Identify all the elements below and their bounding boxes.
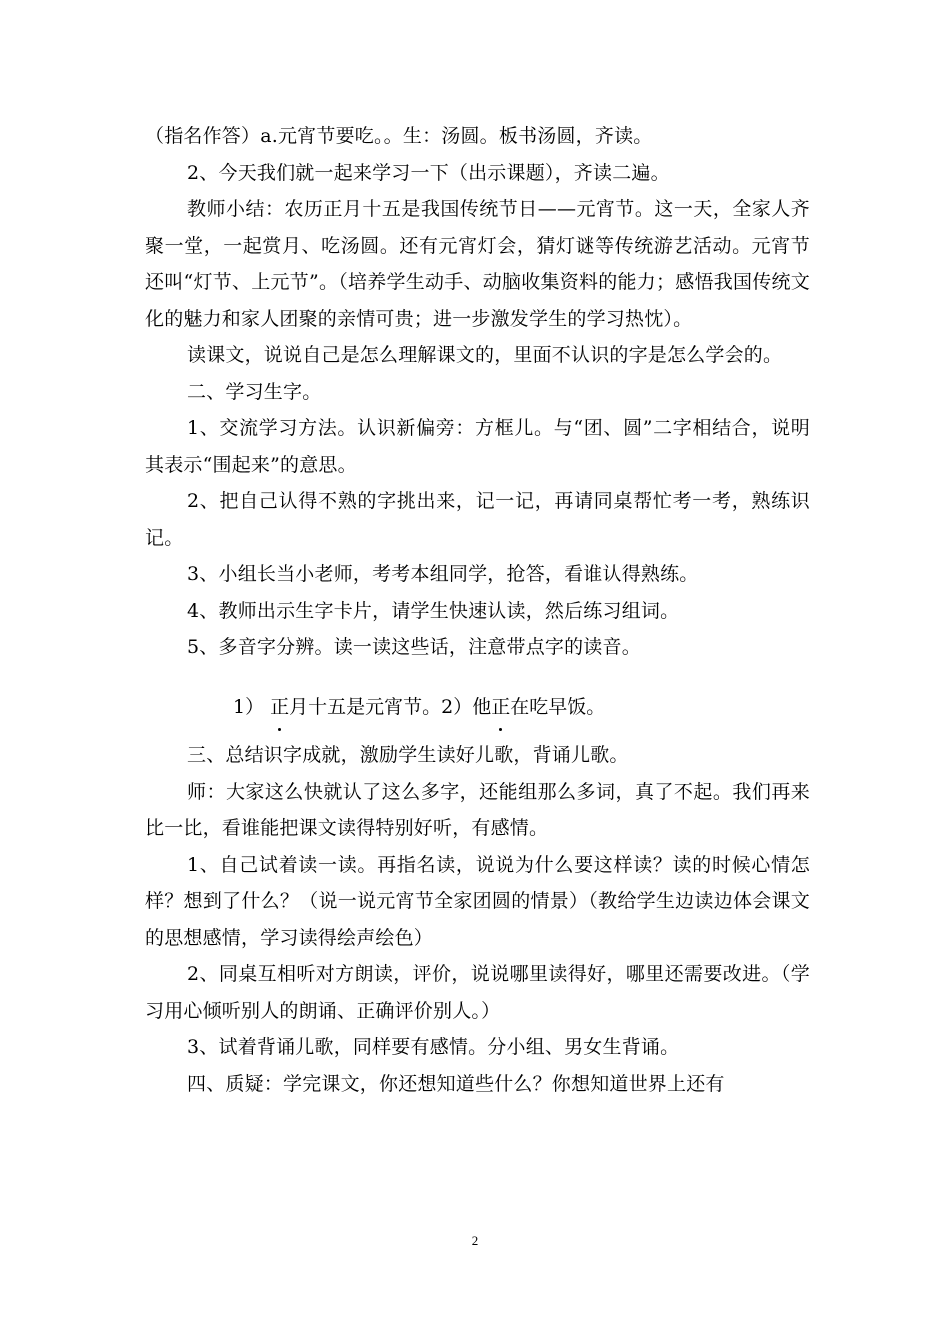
paragraph: 1、自己试着读一读。再指名读，说说为什么要这样读？读的时候心情怎样？想到了什么？（说一说元宵节全家团圆的情景）（教给学生边读边体会课文的思想感情，学习读得绘声绘色） [145,853,810,949]
dotted-character: 正 [491,689,510,726]
section-heading: 三、总结识字成就，激励学生读好儿歌，背诵儿歌。 [187,744,629,766]
paragraph: 四、质疑：学完课文，你还想知道些什么？你想知道世界上还有 [187,1072,725,1095]
page-number: 2 [471,1233,479,1248]
example-text: 月十五是元宵节。2）他 [289,695,492,718]
paragraph: 3、小组长当小老师，考考本组同学，抢答，看谁认得熟练。 [187,563,699,585]
section-heading: 二、学习生字。 [187,380,322,403]
document-body [145,118,810,1102]
example-text: 在吃早饭。 [510,695,606,718]
paragraph: 5、多音字分辨。读一读这些话，注意带点字的读音。 [187,636,641,658]
paragraph: 3、试着背诵儿歌，同样要有感情。分小组、男女生背诵。 [187,1036,680,1058]
example-prefix: 1） [233,695,271,718]
paragraph: 教师小结：农历正月十五是我国传统节日——元宵节。这一天，全家人齐聚一堂，一起赏月、吃汤圆。还有元宵灯会，猜灯谜等传统游艺活动。元宵节还叫“灯节、上元节”。（培养学生动手、动脑收集资料的能力；感悟我国传统文化的魅力和家人团聚的亲情可贵；进一步激发学生的学习热忱）。 [145,198,810,330]
paragraph: 师：大家这么快就认了这么多字，还能组那么多词，真了不起。我们再来比一比，看谁能把课文读得特别好听，有感情。 [145,780,810,839]
dotted-character: 正 [270,689,289,726]
paragraph: 2、同桌互相听对方朗读，评价，说说哪里读得好，哪里还需要改进。（学习用心倾听别人的朗诵、正确评价别人。） [145,963,810,1022]
paragraph: 4、教师出示生字卡片，请学生快速认读，然后练习组词。 [187,599,680,622]
paragraph: 2、今天我们就一起来学习一下（出示课题），齐读二遍。 [187,161,670,184]
paragraph: （指名作答）a.元宵节要吃。。生：汤圆。板书汤圆，齐读。 [145,125,653,147]
polyphone-example-sentences [145,689,810,726]
paragraph: 读课文，说说自己是怎么理解课文的，里面不认识的字是怎么学会的。 [187,344,783,366]
paragraph: 2、把自己认得不熟的字挑出来，记一记，再请同桌帮忙考一考，熟练识记。 [145,490,810,549]
paragraph: 1、交流学习方法。认识新偏旁：方框儿。与“团、圆”二字相结合，说明其表示“围起来”的意思。 [145,417,810,476]
